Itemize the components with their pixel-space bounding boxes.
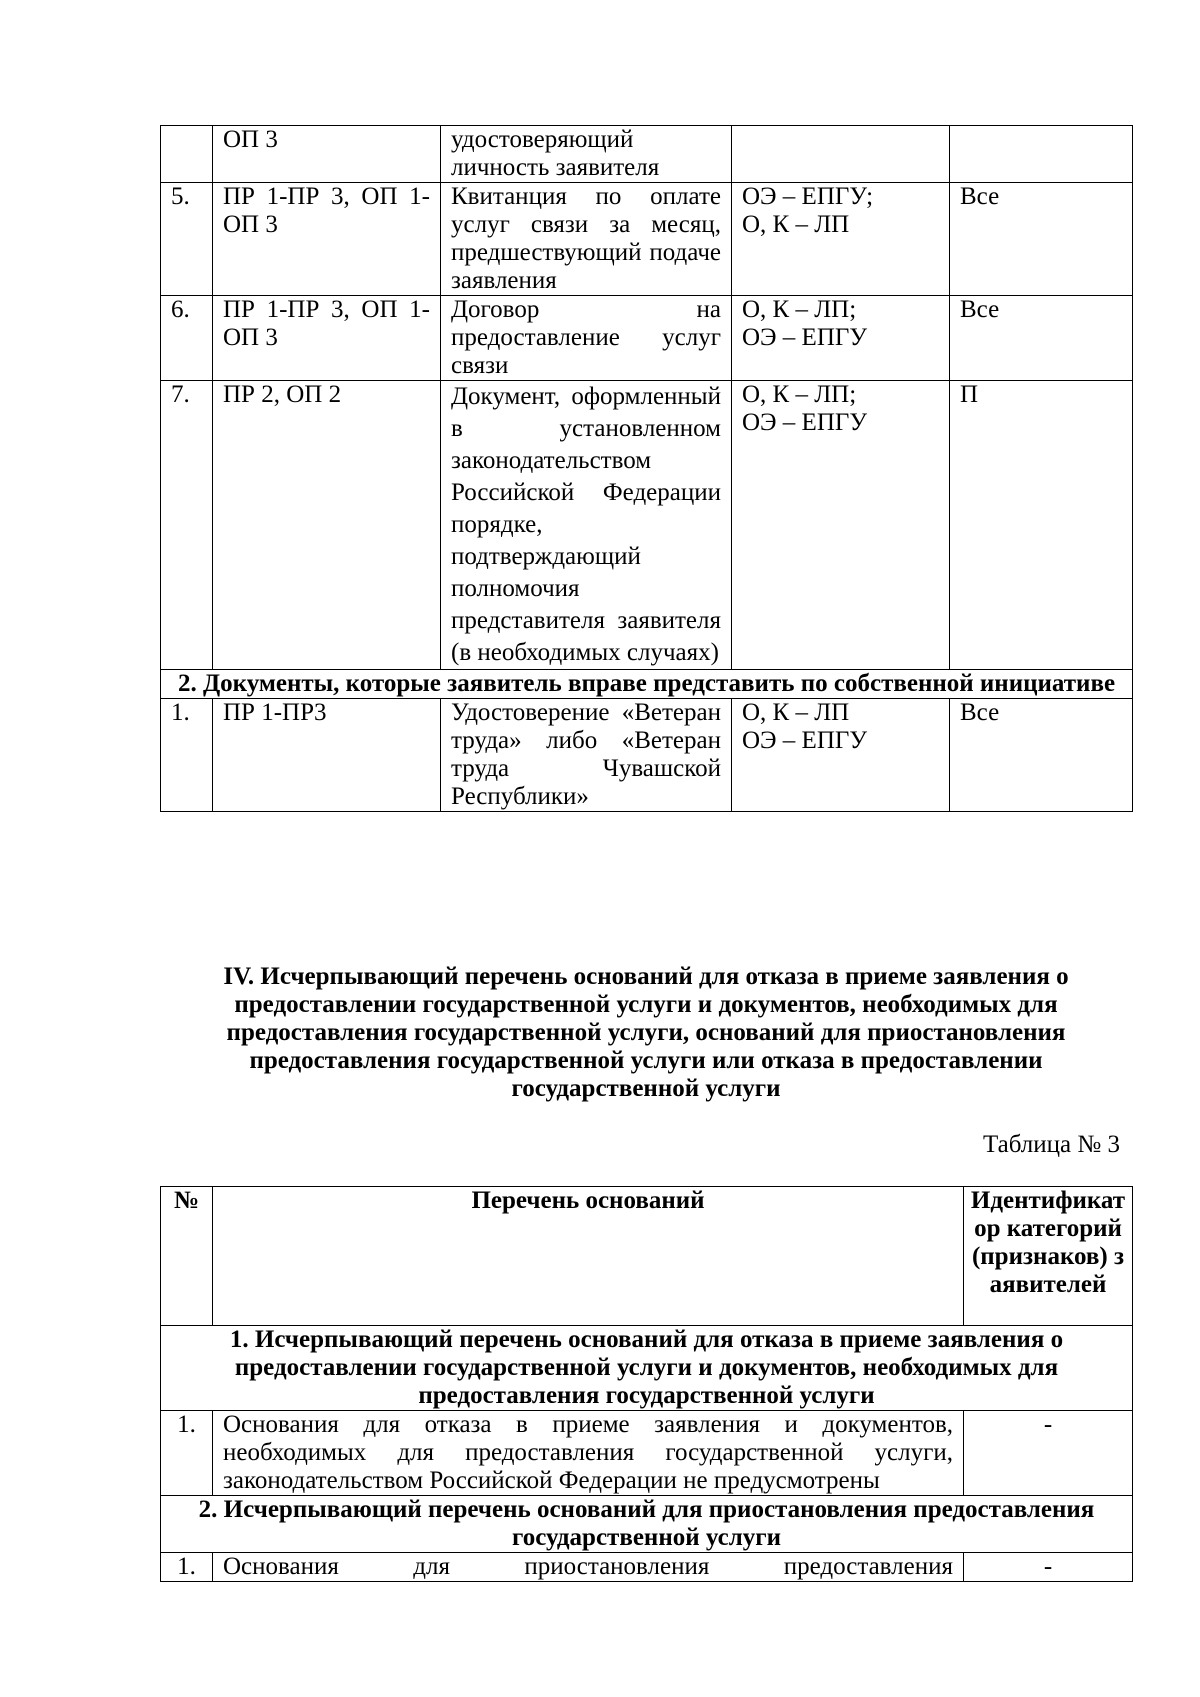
document-name: удостоверяющий личность заявителя (441, 126, 732, 183)
documents-table (160, 125, 1133, 812)
table-row (161, 183, 1133, 296)
table-row (161, 699, 1133, 812)
section-row (161, 1326, 1133, 1411)
row-number: 6. (161, 296, 213, 381)
grounds-text: Основания для приостановления предоставления (213, 1553, 964, 1582)
section-title: 2. Документы, которые заявитель вправе представить по собственной инициативе (161, 670, 1133, 699)
row-number: 1. (161, 1553, 213, 1582)
document-name: Договор на предоставление услуг связи (441, 296, 732, 381)
applicant-codes: ПР 1-ПР3 (213, 699, 441, 812)
table-row (161, 296, 1133, 381)
applicant-codes: ПР 1-ПР 3, ОП 1-ОП 3 (213, 183, 441, 296)
applicant-codes: ОП 3 (213, 126, 441, 183)
section-row (161, 670, 1133, 699)
submission-method: О, К – ЛП ОЭ – ЕПГУ (732, 699, 950, 812)
applicant-category: Все (950, 183, 1133, 296)
column-header-identifier: Идентификатор категорий (признаков) заявителей (964, 1187, 1133, 1326)
applicant-category: Все (950, 296, 1133, 381)
submission-method: О, К – ЛП; ОЭ – ЕПГУ (732, 296, 950, 381)
submission-method: О, К – ЛП; ОЭ – ЕПГУ (732, 381, 950, 670)
document-name: Удостоверение «Ветеран труда» либо «Ветеран труда Чувашской Республики» (441, 699, 732, 812)
section-heading: IV. Исчерпывающий перечень оснований для отказа в приеме заявления о предоставлении государственной услуги и документов, необходимых для предоставления государственной услуги, оснований для приостановления предоставления государственной услуги или отказа в предоставлении государственной услуги (223, 963, 1069, 1102)
applicant-codes: ПР 2, ОП 2 (213, 381, 441, 670)
applicant-category (950, 126, 1133, 183)
document-name: Квитанция по оплате услуг связи за месяц, предшествующий подаче заявления (441, 183, 732, 296)
row-number: 7. (161, 381, 213, 670)
section-row (161, 1496, 1133, 1553)
applicant-identifier: - (964, 1553, 1133, 1582)
column-header-number: № (161, 1187, 213, 1326)
table-label: Таблица № 3 (982, 1131, 1120, 1158)
row-number: 1. (161, 1411, 213, 1496)
applicant-codes: ПР 1-ПР 3, ОП 1-ОП 3 (213, 296, 441, 381)
table-row (161, 1553, 1133, 1582)
section-title: 2. Исчерпывающий перечень оснований для приостановления предоставления государственной услуги (161, 1496, 1133, 1553)
submission-method: ОЭ – ЕПГУ; О, К – ЛП (732, 183, 950, 296)
document-name: Документ, оформленный в установленном законодательством Российской Федерации порядке, подтверждающий полномочия представителя заявителя (в необходимых случаях) (441, 381, 732, 670)
grounds-text: Основания для отказа в приеме заявления и документов, необходимых для предоставления государственной услуги, законодательством Российской Федерации не предусмотрены (213, 1411, 964, 1496)
table-row (161, 1411, 1133, 1496)
row-number: 1. (161, 699, 213, 812)
grounds-table (160, 1186, 1133, 1582)
row-number (161, 126, 213, 183)
section-title: 1. Исчерпывающий перечень оснований для отказа в приеме заявления о предоставлении государственной услуги и документов, необходимых для предоставления государственной услуги (161, 1326, 1133, 1411)
header-row (161, 1187, 1133, 1326)
applicant-category: Все (950, 699, 1133, 812)
applicant-identifier: - (964, 1411, 1133, 1496)
table-row (161, 126, 1133, 183)
column-header-grounds: Перечень оснований (213, 1187, 964, 1326)
table-row (161, 381, 1133, 670)
submission-method (732, 126, 950, 183)
row-number: 5. (161, 183, 213, 296)
applicant-category: П (950, 381, 1133, 670)
